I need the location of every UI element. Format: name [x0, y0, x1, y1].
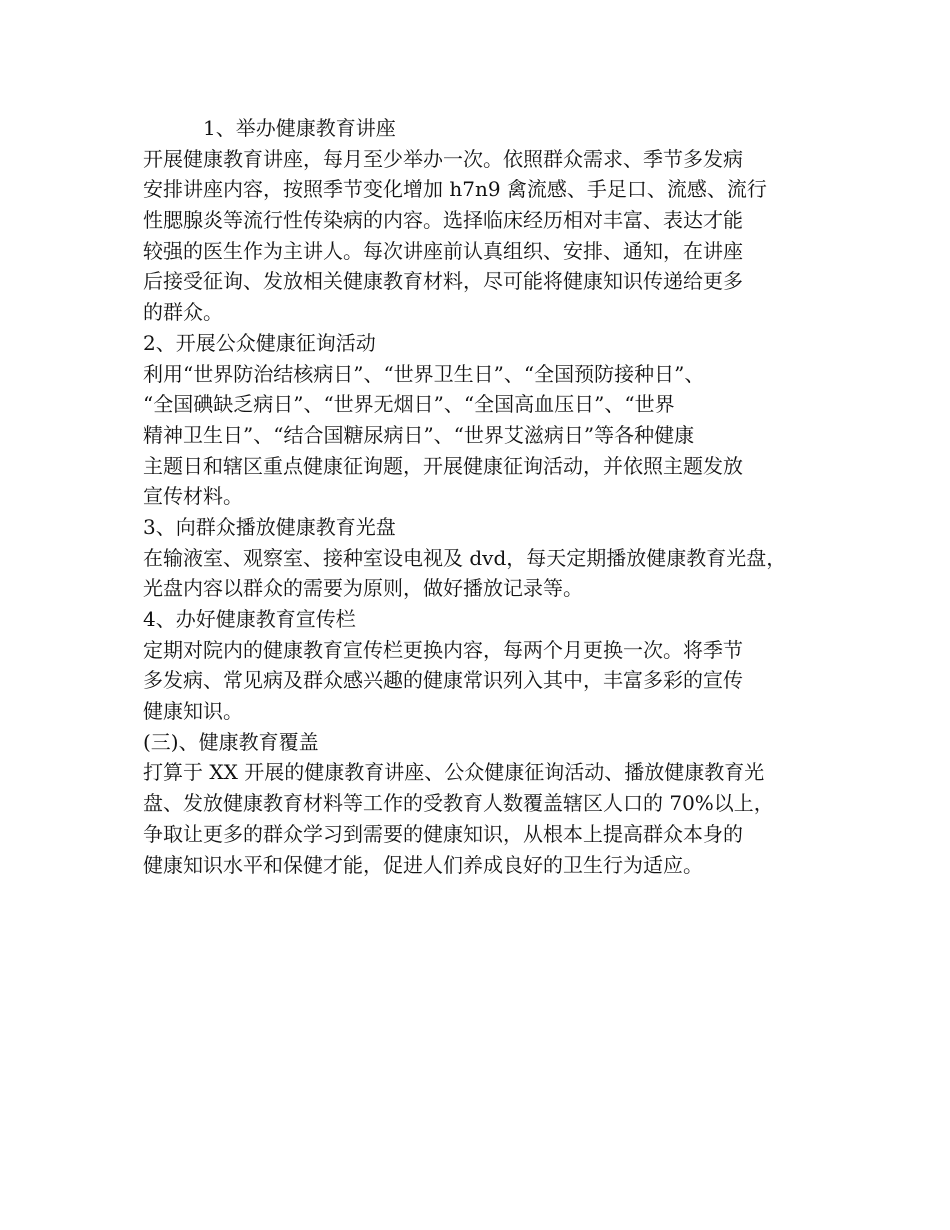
heading-lectures: 1、举办健康教育讲座 — [203, 116, 396, 140]
paragraph-line: 定期对院内的健康教育宣传栏更换内容，每两个月更换一次。将季节 — [143, 637, 743, 662]
paragraph-line: 较强的医生作为主讲人。每次讲座前认真组织、安排、通知，在讲座 — [143, 238, 743, 263]
paragraph-line: 开展健康教育讲座，每月至少举办一次。依照群众需求、季节多发病 — [143, 146, 743, 171]
paragraph-line: 的群众。 — [143, 300, 223, 325]
paragraph-line: 宣传材料。 — [143, 484, 243, 509]
paragraph-line: 精神卫生日”、“结合国糖尿病日”、“世界艾滋病日”等各种健康 — [143, 422, 695, 447]
heading-bulletin-board: 4、办好健康教育宣传栏 — [143, 607, 356, 631]
paragraph-line: 健康知识。 — [143, 699, 243, 724]
heading-disc-playback: 3、向群众播放健康教育光盘 — [143, 514, 396, 539]
heading-coverage: (三)、健康教育覆盖 — [143, 729, 319, 754]
paragraph-line: 打算于 XX 开展的健康教育讲座、公众健康征询活动、播放健康教育光 — [143, 760, 765, 785]
paragraph-line: 多发病、常见病及群众感兴趣的健康常识列入其中，丰富多彩的宣传 — [143, 668, 743, 693]
document-body — [143, 113, 833, 880]
paragraph-line: 盘、发放健康教育材料等工作的受教育人数覆盖辖区人口的 70%以上， — [143, 791, 774, 816]
paragraph-line: “全国碘缺乏病日”、“世界无烟日”、“全国高血压日”、“世界 — [143, 392, 675, 417]
paragraph-line: 主题日和辖区重点健康征询题，开展健康征询活动，并依照主题发放 — [143, 453, 743, 478]
paragraph-line: 利用“世界防治结核病日”、“世界卫生日”、“全国预防接种日”、 — [143, 361, 705, 386]
heading-consultation: 2、开展公众健康征询活动 — [143, 330, 376, 355]
paragraph-line: 健康知识水平和保健才能，促进人们养成良好的卫生行为适应。 — [143, 852, 703, 877]
paragraph-line: 性腮腺炎等流行性传染病的内容。选择临床经历相对丰富、表达才能 — [143, 208, 743, 233]
paragraph-line: 光盘内容以群众的需要为原则，做好播放记录等。 — [143, 576, 583, 601]
paragraph-line: 在输液室、观察室、接种室设电视及 dvd，每天定期播放健康教育光盘， — [143, 545, 787, 570]
paragraph-line: 后接受征询、发放相关健康教育材料，尽可能将健康知识传递给更多 — [143, 269, 743, 294]
paragraph-line: 争取让更多的群众学习到需要的健康知识，从根本上提高群众本身的 — [143, 821, 743, 846]
paragraph-line: 安排讲座内容，按照季节变化增加 h7n9 禽流感、手足口、流感、流行 — [143, 177, 767, 202]
